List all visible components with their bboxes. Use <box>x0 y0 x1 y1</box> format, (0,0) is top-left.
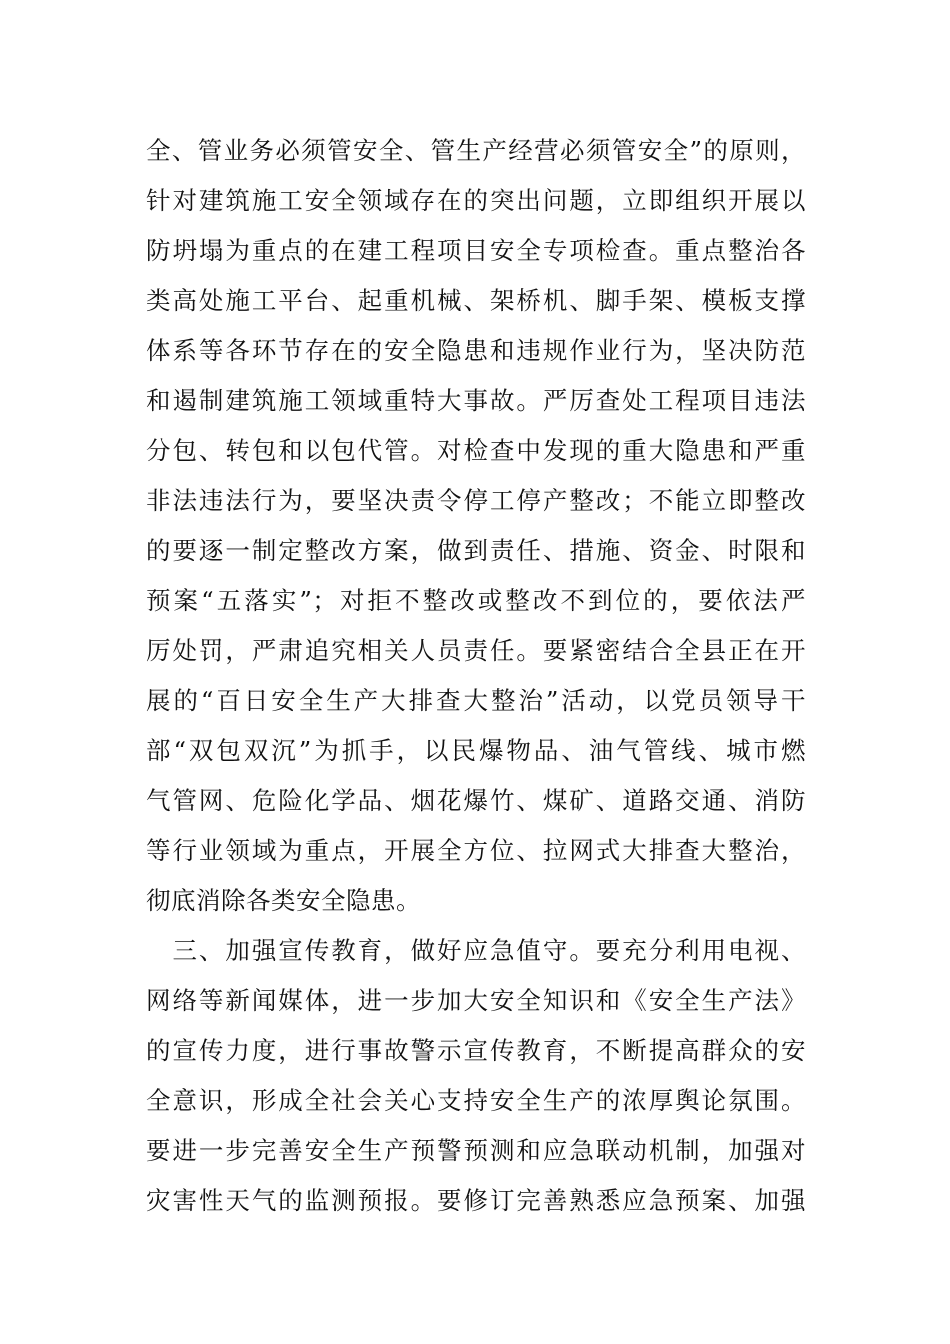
text-line: 等行业领域为重点，开展全方位、拉网式大排查大整治， <box>146 836 806 865</box>
text-line: 的要逐一制定整改方案，做到责任、措施、资金、时限和 <box>146 536 806 565</box>
text-line: 全、管业务必须管安全、管生产经营必须管安全”的原则， <box>146 136 806 165</box>
text-line: 全意识，形成全社会关心支持安全生产的浓厚舆论氛围。 <box>146 1086 806 1115</box>
text-line: 防坍塌为重点的在建工程项目安全专项检查。重点整治各 <box>146 236 806 265</box>
text-line: 预案“五落实”；对拒不整改或整改不到位的，要依法严 <box>146 586 806 615</box>
text-line: 和遏制建筑施工领域重特大事故。严厉查处工程项目违法 <box>146 386 806 415</box>
text-line: 要进一步完善安全生产预警预测和应急联动机制，加强对 <box>146 1136 806 1165</box>
text-line: 分包、转包和以包代管。对检查中发现的重大隐患和严重 <box>146 436 806 465</box>
text-line: 体系等各环节存在的安全隐患和违规作业行为，坚决防范 <box>146 336 806 365</box>
text-line: 非法违法行为，要坚决责令停工停产整改；不能立即整改 <box>146 486 806 515</box>
text-line: 的宣传力度，进行事故警示宣传教育，不断提高群众的安 <box>146 1036 806 1065</box>
text-line: 网络等新闻媒体，进一步加大安全知识和《安全生产法》 <box>146 986 806 1015</box>
text-line: 展的“百日安全生产大排查大整治”活动，以党员领导干 <box>146 686 806 715</box>
text-line: 厉处罚，严肃追究相关人员责任。要紧密结合全县正在开 <box>146 636 806 665</box>
paragraph-end-line: 彻底消除各类安全隐患。 <box>146 886 421 915</box>
text-line: 气管网、危险化学品、烟花爆竹、煤矿、道路交通、消防 <box>146 786 806 815</box>
section-heading-line: 三、加强宣传教育，做好应急值守。要充分利用电视、 <box>146 936 806 965</box>
text-line: 灾害性天气的监测预报。要修订完善熟悉应急预案、加强 <box>146 1186 806 1215</box>
text-line: 部“双包双沉”为抓手，以民爆物品、油气管线、城市燃 <box>146 736 806 765</box>
text-line: 类高处施工平台、起重机械、架桥机、脚手架、模板支撑 <box>146 286 806 315</box>
text-line: 针对建筑施工安全领域存在的突出问题，立即组织开展以 <box>146 186 806 215</box>
body-text <box>146 126 806 1226</box>
